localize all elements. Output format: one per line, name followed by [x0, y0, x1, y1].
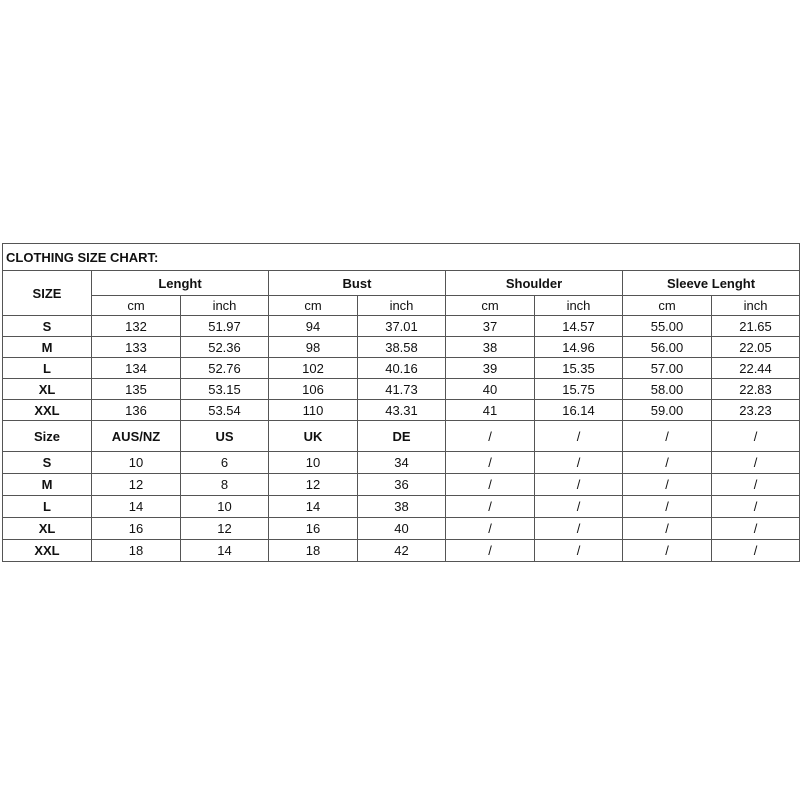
conversion-cell: 14: [181, 540, 269, 562]
measurement-cell: 132: [92, 316, 181, 337]
conversion-cell: 38: [358, 496, 446, 518]
conversion-cell: 16: [92, 518, 181, 540]
measurement-cell: 23.23: [712, 400, 800, 421]
size-column-header: SIZE: [3, 271, 92, 316]
conversion-cell: 34: [358, 452, 446, 474]
unit-header-cell: cm: [623, 296, 712, 316]
conversion-cell: /: [535, 518, 623, 540]
measurement-cell: 98: [269, 337, 358, 358]
conversion-row: [3, 474, 800, 496]
conversion-header-cell: /: [446, 421, 535, 452]
row-size-label: XXL: [3, 400, 92, 421]
conversion-cell: 12: [269, 474, 358, 496]
measurement-cell: 15.75: [535, 379, 623, 400]
conversion-cell: /: [535, 474, 623, 496]
measurement-cell: 41: [446, 400, 535, 421]
measurement-cell: 43.31: [358, 400, 446, 421]
measurement-cell: 56.00: [623, 337, 712, 358]
group-header-length: Lenght: [92, 271, 269, 296]
conversion-cell: /: [623, 518, 712, 540]
conversion-row: [3, 496, 800, 518]
conversion-cell: 10: [92, 452, 181, 474]
group-header-bust: Bust: [269, 271, 446, 296]
conversion-cell: 42: [358, 540, 446, 562]
measurement-cell: 57.00: [623, 358, 712, 379]
measurement-cell: 22.83: [712, 379, 800, 400]
conversion-cell: /: [446, 518, 535, 540]
conversion-cell: /: [446, 452, 535, 474]
measurement-group-header-row: [3, 271, 800, 296]
unit-header-cell: cm: [446, 296, 535, 316]
conversion-cell: /: [712, 452, 800, 474]
row-size-label: M: [3, 337, 92, 358]
conversion-cell: /: [712, 540, 800, 562]
conversion-cell: /: [623, 540, 712, 562]
conversion-cell: 40: [358, 518, 446, 540]
unit-header-row: [3, 296, 800, 316]
measurement-cell: 58.00: [623, 379, 712, 400]
chart-title-row: [3, 244, 800, 271]
conversion-cell: /: [535, 452, 623, 474]
conversion-cell: /: [623, 496, 712, 518]
conversion-header-cell: US: [181, 421, 269, 452]
measurement-cell: 52.36: [181, 337, 269, 358]
conversion-header-cell: /: [712, 421, 800, 452]
measurement-cell: 53.15: [181, 379, 269, 400]
conversion-cell: /: [535, 496, 623, 518]
conversion-row: [3, 518, 800, 540]
conversion-cell: 14: [269, 496, 358, 518]
row-size-label: XL: [3, 379, 92, 400]
conversion-cell: 16: [269, 518, 358, 540]
measurement-cell: 39: [446, 358, 535, 379]
measurement-cell: 40: [446, 379, 535, 400]
conversion-cell: 36: [358, 474, 446, 496]
conversion-cell: /: [623, 474, 712, 496]
measurement-cell: 55.00: [623, 316, 712, 337]
measurement-row: [3, 358, 800, 379]
measurement-cell: 38.58: [358, 337, 446, 358]
conversion-header-cell: /: [535, 421, 623, 452]
conversion-row: [3, 452, 800, 474]
measurement-cell: 53.54: [181, 400, 269, 421]
measurement-cell: 40.16: [358, 358, 446, 379]
measurement-cell: 16.14: [535, 400, 623, 421]
conversion-header-cell: DE: [358, 421, 446, 452]
measurement-cell: 102: [269, 358, 358, 379]
chart-title: CLOTHING SIZE CHART:: [3, 244, 800, 271]
measurement-row: [3, 400, 800, 421]
measurement-row: [3, 337, 800, 358]
conversion-header-row: [3, 421, 800, 452]
conversion-cell: 8: [181, 474, 269, 496]
conversion-cell: 14: [92, 496, 181, 518]
size-chart-table: [2, 243, 800, 562]
unit-header-cell: cm: [269, 296, 358, 316]
row-size-label: XXL: [3, 540, 92, 562]
row-size-label: M: [3, 474, 92, 496]
conversion-cell: 10: [269, 452, 358, 474]
conversion-cell: 18: [269, 540, 358, 562]
unit-header-cell: inch: [358, 296, 446, 316]
measurement-cell: 22.44: [712, 358, 800, 379]
measurement-cell: 134: [92, 358, 181, 379]
conversion-cell: /: [446, 474, 535, 496]
unit-header-cell: inch: [181, 296, 269, 316]
group-header-shoulder: Shoulder: [446, 271, 623, 296]
measurement-cell: 37.01: [358, 316, 446, 337]
conversion-cell: /: [623, 452, 712, 474]
measurement-cell: 14.57: [535, 316, 623, 337]
measurement-cell: 37: [446, 316, 535, 337]
conversion-cell: 18: [92, 540, 181, 562]
measurement-row: [3, 379, 800, 400]
conversion-cell: 12: [92, 474, 181, 496]
conversion-cell: /: [712, 474, 800, 496]
measurement-cell: 38: [446, 337, 535, 358]
conversion-cell: /: [446, 496, 535, 518]
row-size-label: L: [3, 358, 92, 379]
conversion-cell: /: [535, 540, 623, 562]
conversion-size-header: Size: [3, 421, 92, 452]
conversion-header-cell: /: [623, 421, 712, 452]
row-size-label: L: [3, 496, 92, 518]
measurement-cell: 94: [269, 316, 358, 337]
measurement-cell: 51.97: [181, 316, 269, 337]
measurement-cell: 133: [92, 337, 181, 358]
measurement-cell: 15.35: [535, 358, 623, 379]
measurement-cell: 135: [92, 379, 181, 400]
measurement-cell: 110: [269, 400, 358, 421]
measurement-cell: 22.05: [712, 337, 800, 358]
conversion-cell: /: [446, 540, 535, 562]
conversion-header-cell: AUS/NZ: [92, 421, 181, 452]
row-size-label: XL: [3, 518, 92, 540]
row-size-label: S: [3, 452, 92, 474]
measurement-cell: 41.73: [358, 379, 446, 400]
conversion-cell: /: [712, 518, 800, 540]
group-header-sleeve-length: Sleeve Lenght: [623, 271, 800, 296]
unit-header-cell: inch: [712, 296, 800, 316]
conversion-cell: 6: [181, 452, 269, 474]
measurement-cell: 14.96: [535, 337, 623, 358]
conversion-header-cell: UK: [269, 421, 358, 452]
measurement-cell: 136: [92, 400, 181, 421]
measurement-row: [3, 316, 800, 337]
measurement-cell: 21.65: [712, 316, 800, 337]
conversion-cell: /: [712, 496, 800, 518]
unit-header-cell: cm: [92, 296, 181, 316]
conversion-row: [3, 540, 800, 562]
unit-header-cell: inch: [535, 296, 623, 316]
measurement-cell: 59.00: [623, 400, 712, 421]
conversion-cell: 10: [181, 496, 269, 518]
measurement-cell: 52.76: [181, 358, 269, 379]
measurement-cell: 106: [269, 379, 358, 400]
row-size-label: S: [3, 316, 92, 337]
conversion-cell: 12: [181, 518, 269, 540]
